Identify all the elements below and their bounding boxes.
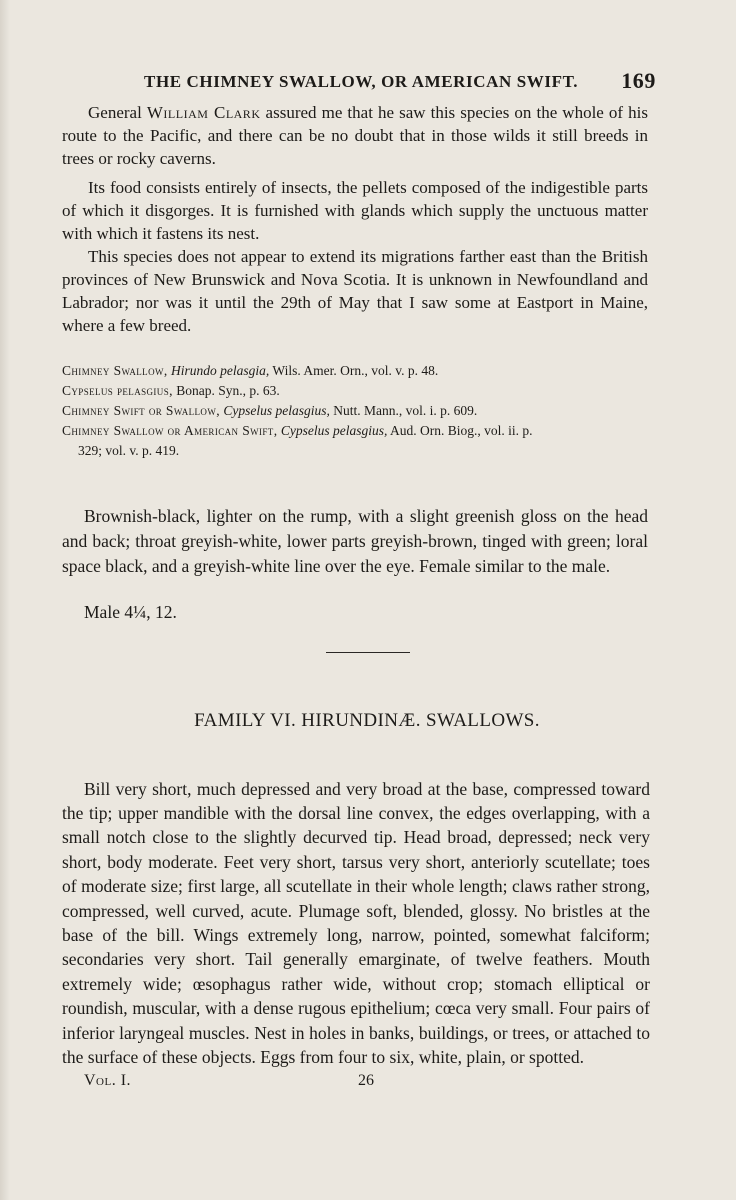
synonymy-entry-continuation: 329; vol. v. p. 419. <box>78 443 180 458</box>
person-name: William Clark <box>146 103 261 122</box>
signature-mark: 26 <box>358 1072 374 1089</box>
paragraph-food: Its food consists entirely of insects, the pellets composed of the indigestible parts of which it disgorges. It is furnished with glands which supply the unctuous matter with which it fastens its nest. <box>62 178 648 243</box>
synonymy-entry: Chimney Swift or Swallow, Cypselus pelasgius, Nutt. Mann., vol. i. p. 609. <box>62 403 478 418</box>
page-gutter-shadow <box>0 0 10 1200</box>
paragraph-clark: General William Clark assured me that he saw this species on the whole of his route to the Pacific, and there can be no doubt that in those wilds it still breeds in trees or rocky caverns. <box>62 103 648 168</box>
family-heading: FAMILY VI. HIRUNDINÆ. SWALLOWS. <box>194 710 540 731</box>
synonymy-list <box>62 361 648 461</box>
synonymy-entry: Chimney Swallow, Hirundo pelasgia, Wils. Amer. Orn., vol. v. p. 48. <box>62 363 439 378</box>
synonymy-entry: Chimney Swallow or American Swift, Cypselus pelasgius, Aud. Orn. Biog., vol. ii. p. <box>62 423 533 438</box>
family-description: Bill very short, much depressed and very broad at the base, compressed toward the tip; upper mandible with the dorsal line convex, the edges overlapping, with a small notch close to the slightly decurved tip. Head broad, depressed; neck very short, body moderate. Feet very short, tarsus very short, anteriorly scutellate; toes of moderate size; first large, all scutellate in their whole length; claws rather strong, compressed, well curved, acute. Plumage soft, blended, glossy. No bristles at the base of the bill. Wings extremely long, narrow, pointed, somewhat falciform; secondaries very short. Tail generally emarginate, of twelve feathers. Mouth extremely wide; œsophagus rather wide, without crop; stomach elliptical or roundish, muscular, with a dense rugous epithelium; cœca very small. Four pairs of inferior laryngeal muscles. Nest in holes in banks, buildings, or trees, or attached to the surface of these objects. Eggs from four to six, white, plain, or spotted. <box>62 778 650 1067</box>
page-number: 169 <box>621 68 656 93</box>
synonymy-entry: Cypselus pelasgius, Bonap. Syn., p. 63. <box>62 383 280 398</box>
species-description: Brownish-black, lighter on the rump, with a slight greenish gloss on the head and back; throat greyish-white, lower parts greyish-brown, tinged with green; loral space black, and a greyish-white line over the eye. Female similar to the male. <box>62 505 648 576</box>
page-footer <box>84 1072 604 1090</box>
measurements: Male 4¼, 12. <box>84 601 177 622</box>
volume-label: Vol. I. <box>84 1072 132 1089</box>
paragraph-range: This species does not appear to extend its migrations farther east than the British provinces of New Brunswick and Nova Scotia. It is unknown in Newfoundland and Labrador; nor was it until the 29th of May that I saw some at Eastport in Maine, where a few breed. <box>62 247 648 335</box>
running-head-title: THE CHIMNEY SWALLOW, OR AMERICAN SWIFT. <box>144 72 579 91</box>
section-divider <box>326 652 410 653</box>
